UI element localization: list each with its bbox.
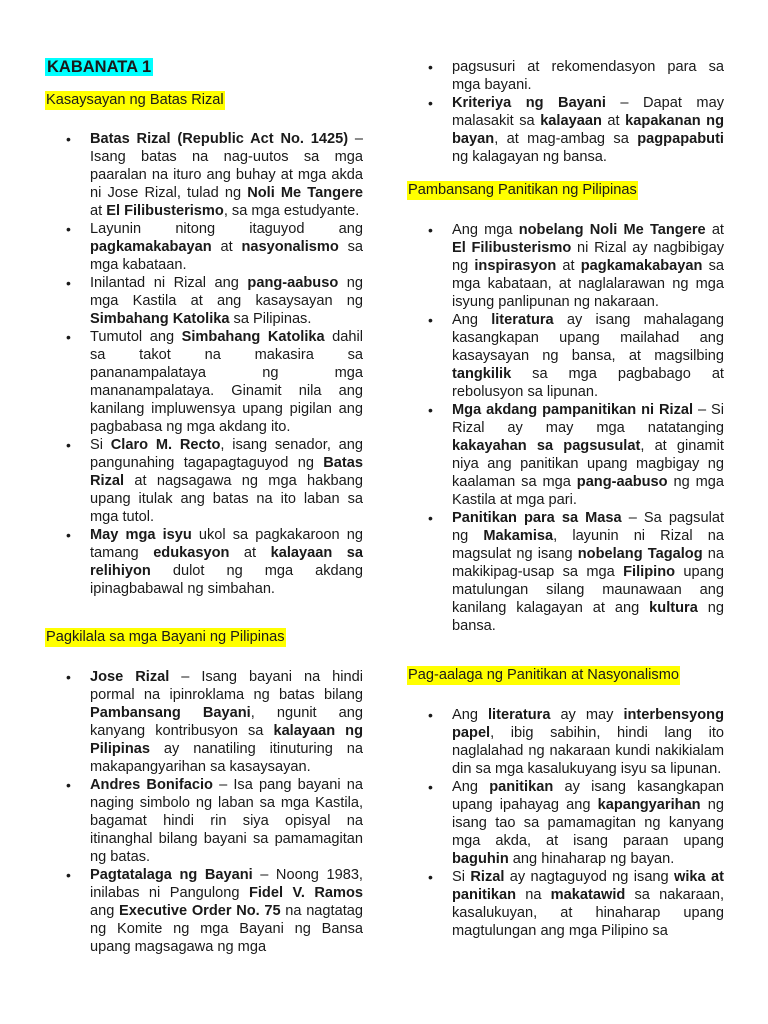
list-item — [407, 706, 724, 778]
text-run: at nagsagawa ng mga hakbang upang itulak ang batas na ito laban sa mga tutol. — [90, 473, 363, 525]
text-run: , at mag-ambag sa — [494, 131, 638, 147]
text-run: ukol sa pagkakaroon ng tamang — [90, 527, 363, 561]
bold-term: literatura — [487, 707, 551, 723]
text-run: , at ginamit niya ang panitikan upang magbigay ng kaalaman sa mga — [452, 438, 724, 490]
bold-term: Panitikan para sa Masa — [452, 510, 622, 526]
bold-term: kalayaan ng Pilipinas — [90, 723, 363, 757]
list-item — [407, 778, 724, 868]
text-run: ng kalagayan ng bansa. — [452, 149, 607, 165]
bold-term: nobelang Tagalog — [577, 546, 703, 562]
text-run: Si — [452, 869, 471, 885]
bold-term: Pambansang Bayani — [90, 705, 251, 721]
text-run: ng mga Kastila at mga pari. — [452, 474, 725, 508]
list-item — [45, 220, 363, 274]
text-run: sa mga kabataan, at naglalarawan ng mga isyung panlipunan ng nakaraan. — [452, 258, 724, 310]
text-run: ay nanatiling itinuturing na makapangyarihan sa kasaysayan. — [90, 741, 363, 775]
text-run: Ang mga — [452, 222, 519, 238]
text-run: Tumutol ang — [90, 329, 182, 345]
text-run: sa Pilipinas. — [229, 311, 312, 327]
text-run: ay isang kasangkapan upang ipahayag ang — [452, 779, 724, 813]
text-run: at — [705, 222, 724, 238]
bold-term: Mga akdang pampanitikan ni Rizal — [452, 402, 694, 418]
text-run: dahil sa takot na makasira sa pananampalataya ng mga mananampalataya. Ginamit nila ang kanilang impluwensya upang pigilan ang pagbabasa ng mga akdang ito. — [90, 329, 364, 435]
text-run: ang — [90, 903, 120, 919]
text-run: Layunin nitong itaguyod ang — [90, 221, 363, 237]
list-item — [45, 866, 363, 956]
chapter-title: KABANATA 1 — [47, 58, 152, 76]
bold-term: nasyonalismo — [241, 239, 339, 255]
list-item — [407, 868, 724, 940]
bold-term: panitikan — [489, 779, 554, 795]
text-run: dulot ng mga akdang ipinagbabawal ng simbahan. — [90, 563, 363, 597]
list-item — [407, 311, 724, 401]
bold-term: El Filibusterismo — [106, 203, 224, 219]
list-item — [45, 328, 363, 436]
list-item — [407, 58, 724, 94]
list-item — [45, 274, 363, 328]
bold-term: Rizal — [470, 869, 505, 885]
text-run: at — [90, 203, 107, 219]
bold-term: Pagtatalaga ng Bayani — [90, 867, 253, 883]
list-item — [407, 401, 724, 509]
bullet-list-kriteriya — [407, 58, 724, 166]
bold-term: interbensyong papel — [452, 707, 724, 741]
text-run: at — [211, 239, 242, 255]
section-heading-pag-aalaga: Pag-aalaga ng Panitikan at Nasyonalismo — [408, 667, 679, 683]
text-run: , ngunit ang kanyang kontribusyon sa — [90, 705, 364, 739]
bold-term: tangkilik — [452, 366, 512, 382]
bold-term: Noli Me Tangere — [247, 185, 363, 201]
bullet-list-batas-rizal — [45, 130, 363, 598]
bold-term: kalayaan sa relihiyon — [90, 545, 364, 579]
bold-term: Simbahang Katolika — [181, 329, 325, 345]
bullet-list-bayani — [45, 668, 363, 956]
section-heading-batas-rizal: Kasaysayan ng Batas Rizal — [46, 92, 224, 108]
text-run: – Noong 1983, inilabas ni Pangulong — [90, 867, 363, 901]
text-run: ng isang tao sa pamamagitan ng kanyang mga akda, at isang paraan upang — [452, 797, 724, 849]
bold-term: kapangyarihan — [597, 797, 701, 813]
text-run: ng mga Kastila at ang kasaysayan ng — [90, 275, 363, 309]
text-run: – Dapat may malasakit sa — [452, 95, 724, 129]
text-run: ang hinaharap ng bayan. — [508, 851, 675, 867]
bold-term: pagpapabuti — [637, 131, 724, 147]
bold-term: Kriteriya ng Bayani — [452, 95, 606, 111]
bold-term: nobelang Noli Me Tangere — [518, 222, 706, 238]
bold-term: kalayaan — [540, 113, 602, 129]
text-run: na nagtatag ng Komite ng mga Bayani ng Bansa upang magsagawa ng mga — [90, 903, 364, 955]
text-run: sa mga kabataan. — [90, 239, 364, 273]
list-item — [45, 668, 363, 776]
list-item — [407, 221, 724, 311]
list-item — [45, 776, 363, 866]
bold-term: May mga isyu — [90, 527, 192, 543]
bold-term: inspirasyon — [474, 258, 557, 274]
text-run: , isang senador, ang pangunahing tagapagtaguyod ng — [90, 437, 364, 471]
bold-term: El Filibusterismo — [452, 240, 572, 256]
bold-term: literatura — [491, 312, 554, 328]
bold-term: Makamisa — [483, 528, 554, 544]
text-run: ay nagtaguyod ng isang — [504, 869, 675, 885]
bold-term: Andres Bonifacio — [90, 777, 213, 793]
bold-term: kultura — [649, 600, 698, 616]
section-heading-pambansang-panitikan: Pambansang Panitikan ng Pilipinas — [408, 182, 637, 198]
text-run: Ang — [452, 312, 492, 328]
text-run: – Si Rizal ay may mga natatanging — [452, 402, 724, 436]
text-run: na — [516, 887, 551, 903]
bold-term: pang-aabuso — [247, 275, 339, 291]
bold-term: pagkamakabayan — [90, 239, 212, 255]
text-run: , sa mga estudyante. — [223, 203, 360, 219]
bold-term: baguhin — [452, 851, 509, 867]
text-run: , ibig sabihin, hindi lang ito naglalahad ng nakaraan kundi nakikialam din sa mga kasalukuyang isyu sa lipunan. — [452, 725, 724, 777]
text-run: Inilantad ni Rizal ang — [90, 275, 248, 291]
text-run: Ang — [452, 707, 488, 723]
list-item — [407, 509, 724, 635]
section-heading-bayani: Pagkilala sa mga Bayani ng Pilipinas — [46, 629, 285, 645]
bold-term: kapakanan ng bayan — [452, 113, 725, 147]
list-item — [45, 130, 363, 220]
bold-term: Claro M. Recto — [110, 437, 221, 453]
text-run: ay isang mahalagang kasangkapan upang mailahad ang kasaysayan ng bansa, at magsilbing — [452, 312, 724, 364]
text-run: na makikipag-usap sa mga — [452, 546, 724, 580]
bold-term: Filipino — [623, 564, 676, 580]
bold-term: Jose Rizal — [90, 669, 170, 685]
text-run: ay may — [550, 707, 624, 723]
bold-term: Executive Order No. 75 — [119, 903, 281, 919]
text-run: – Isa pang bayani na naging simbolo ng laban sa mga Kastila, bagamat hindi rin siya opisyal na itinanghal bilang bayani sa pamamagitan ng batas. — [90, 777, 363, 865]
bold-term: edukasyon — [153, 545, 230, 561]
bold-term: pang-aabuso — [576, 474, 668, 490]
list-item — [45, 436, 363, 526]
bold-term: Simbahang Katolika — [90, 311, 230, 327]
text-run: – Isang batas na nag-uutos sa mga paaralan na ituro ang buhay at mga akda ni Jose Rizal, tulad ng — [90, 131, 364, 201]
bullet-list-pag-aalaga — [407, 706, 724, 940]
list-item — [407, 94, 724, 166]
bold-term: wika at panitikan — [452, 869, 725, 903]
text-run: – Sa pagsulat ng — [452, 510, 724, 544]
bold-term: makatawid — [550, 887, 626, 903]
bullet-list-pambansang-panitikan — [407, 221, 724, 635]
bold-term: Batas Rizal (Republic Act No. 1425) — [90, 131, 349, 147]
bold-term: kakayahan sa pagsusulat — [452, 438, 641, 454]
text-run: , layunin ni Rizal na magsulat ng isang — [452, 528, 724, 562]
text-run: Ang — [452, 779, 490, 795]
text-run: pagsusuri at rekomendasyon para sa mga bayani. — [452, 59, 724, 93]
text-run: sa nakaraan, kasalukuyan, at hinaharap upang magtulungan ang mga Pilipino sa — [452, 887, 724, 939]
text-run: at — [556, 258, 581, 274]
text-run: Si — [90, 437, 111, 453]
text-run: sa mga pagbabago at rebolusyon sa lipunan. — [452, 366, 724, 400]
text-run: at — [229, 545, 271, 561]
text-run: ng bansa. — [452, 600, 724, 634]
text-run: at — [601, 113, 626, 129]
bold-term: Fidel V. Ramos — [248, 885, 363, 901]
text-run: – Isang bayani na hindi pormal na ipinroklama ng batas bilang — [90, 669, 363, 703]
list-item — [45, 526, 363, 598]
bold-term: Batas Rizal — [90, 455, 363, 489]
text-run: ni Rizal ay nagbibigay ng — [452, 240, 724, 274]
bold-term: pagkamakabayan — [580, 258, 703, 274]
text-run: upang matulungan silang maunawaan ang kanilang kalagayan at ang — [452, 564, 724, 616]
